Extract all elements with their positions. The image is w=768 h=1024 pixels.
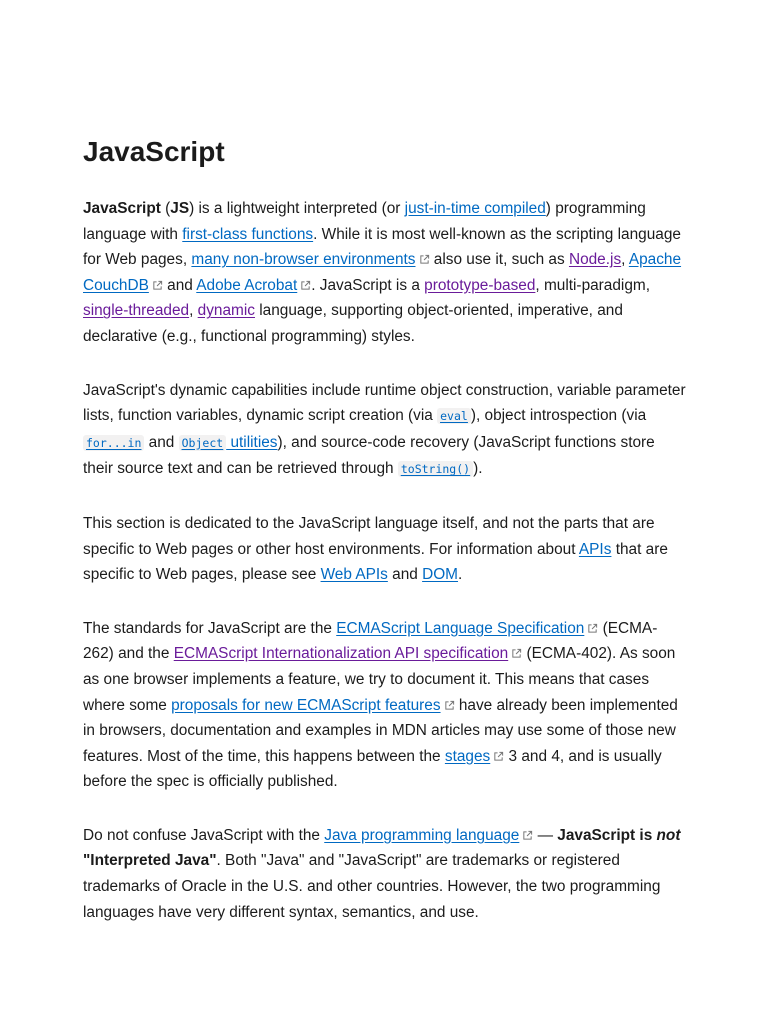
link-nodejs[interactable]: Node.js: [568, 251, 622, 269]
code-link-for-in[interactable]: for...in: [83, 435, 144, 451]
text: (ECMA-262) and the: [83, 619, 658, 663]
text: (: [160, 200, 171, 217]
text: language, supporting object-oriented, imperative, and declarative (e.g., functional programming) styles.: [83, 302, 623, 345]
link-ecmascript-intl-api-spec[interactable]: ECMAScript Internationalization API specification: [173, 645, 509, 663]
text: , multi-paradigm,: [535, 276, 651, 294]
text: 3 and 4, and is usually before the spec is officially published.: [83, 747, 662, 791]
text: "Interpreted Java": [83, 852, 217, 870]
link-dom[interactable]: DOM: [422, 566, 459, 584]
java-distinction-paragraph: [83, 823, 686, 925]
bold-text: JavaScript: [83, 200, 161, 217]
page-title: JavaScript: [83, 136, 225, 167]
external-link-icon: [587, 623, 598, 634]
text: and: [162, 276, 197, 294]
external-link-icon: [300, 280, 311, 291]
text: ).: [473, 460, 483, 478]
link-stages[interactable]: stages: [444, 747, 491, 765]
text: ), and source-code recovery (JavaScript functions store their source text and can be retrieved through: [83, 433, 655, 478]
intro-paragraph: [83, 196, 686, 350]
link-apache-couchdb[interactable]: Apache CouchDB: [83, 251, 682, 294]
link-web-apis[interactable]: Web APIs: [320, 566, 388, 584]
external-link-icon: [493, 751, 504, 762]
link-dynamic[interactable]: dynamic: [197, 302, 255, 320]
code-link-eval[interactable]: eval: [437, 408, 471, 424]
code-link-object[interactable]: Object: [179, 435, 227, 451]
code-link-tostring[interactable]: toString(): [398, 461, 473, 477]
external-link-icon: [522, 830, 533, 841]
link-single-threaded[interactable]: single-threaded: [83, 302, 190, 320]
text: JavaScript is: [557, 826, 657, 844]
text: The standards for JavaScript are the: [83, 619, 337, 637]
text: ) is a lightweight interpreted (or: [189, 200, 405, 217]
text: . JavaScript is a: [311, 276, 425, 294]
text: and: [144, 433, 179, 451]
text: This section is dedicated to the JavaScript language itself, and not the parts that are specific to Web pages or other host environments. For information about: [83, 514, 655, 558]
text: Do not confuse JavaScript with the: [83, 826, 325, 844]
external-link-icon: [511, 648, 522, 659]
external-link-icon: [444, 700, 455, 711]
link-adobe-acrobat[interactable]: Adobe Acrobat: [196, 276, 298, 294]
text: .: [458, 566, 463, 584]
emphasis-text: not: [656, 826, 681, 844]
text: ,: [621, 251, 629, 269]
text: and: [387, 566, 423, 584]
text: . Both "Java" and "JavaScript" are trademarks or registered trademarks of Oracle in the U.S. and other countries. However, the two programming languages have very different syntax, semantics, and use.: [83, 852, 661, 921]
text: JavaScript's dynamic capabilities include runtime object construction, variable parameter lists, function variables, dynamic script creation (via: [83, 381, 686, 425]
link-jit-compiled[interactable]: just-in-time compiled: [404, 200, 546, 217]
text: have already been implemented in browsers, documentation and examples in MDN articles may use some of those new features. Most of the time, this happens between the: [83, 696, 678, 765]
external-link-icon: [152, 280, 163, 291]
text: (ECMA-402). As soon as one browser implements a feature, we try to document it. This means that cases where some: [83, 645, 676, 714]
link-ecmascript-proposals[interactable]: proposals for new ECMAScript features: [171, 696, 441, 714]
link-apis[interactable]: APIs: [578, 540, 612, 558]
scope-paragraph: [83, 511, 686, 588]
bold-text: JS: [170, 200, 190, 217]
link-java-programming-language[interactable]: Java programming language: [324, 826, 520, 844]
text: ,: [189, 302, 198, 320]
link-object-utilities[interactable]: utilities: [226, 433, 278, 451]
article-content: [83, 132, 686, 925]
link-prototype-based[interactable]: prototype-based: [424, 276, 536, 294]
standards-paragraph: [83, 616, 686, 795]
link-non-browser-environments[interactable]: many non-browser environments: [191, 251, 416, 269]
text: ), object introspection (via: [470, 407, 647, 425]
text: . While it is most well-known as the scripting language for Web pages,: [83, 225, 681, 269]
text: ) programming language with: [83, 200, 646, 243]
text: also use it, such as: [429, 251, 569, 269]
capabilities-paragraph: [83, 378, 686, 483]
external-link-icon: [419, 254, 430, 265]
link-first-class-functions[interactable]: first-class functions: [182, 225, 314, 243]
text: —: [533, 826, 558, 844]
link-ecmascript-language-spec[interactable]: ECMAScript Language Specification: [336, 619, 585, 637]
text: that are specific to Web pages, please see: [83, 540, 668, 584]
